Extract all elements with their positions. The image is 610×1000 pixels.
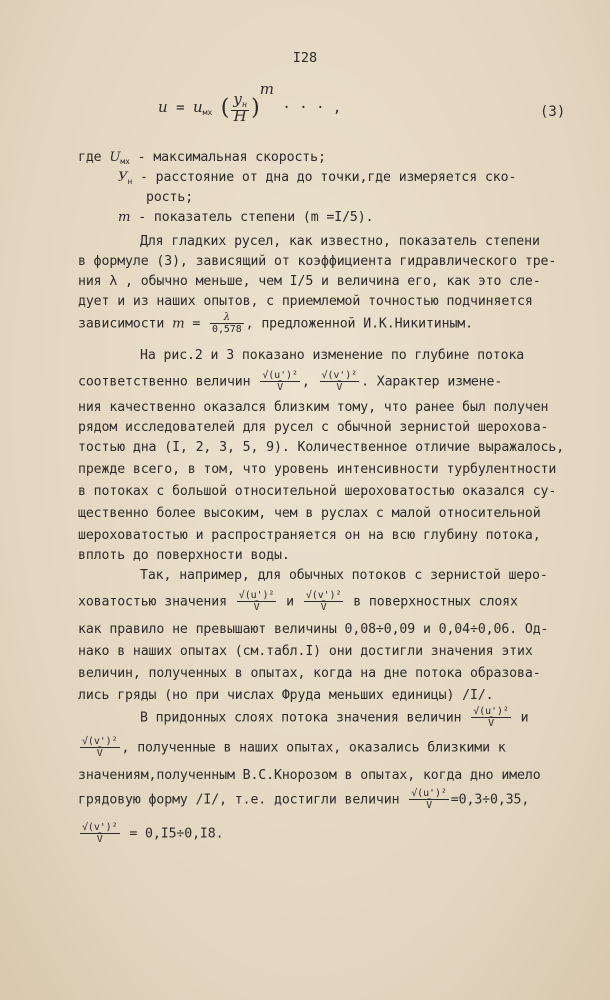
text-line: ховатостью значения $\frac{\text{√(u')²}}{V̄}$ и $\frac{\text{√(v')²}}{V̄}$ в поверхностных слоях [78,590,518,613]
fraction-u: $\frac{\text{√(u')²}}{V̄}$ [411,788,447,811]
formula-fraction [231,90,249,125]
text-line: Для гладких русел, как известно, показатель степени [140,234,540,249]
lambda-fraction: $\frac{\lambda}{0,578}$ [212,312,242,335]
text-line: грядовую форму /I/, т.е. достигли величин $\frac{\text{√(u')²}}{V̄}$ =0,3÷0,35, [78,788,530,811]
text-line: лись гряды (но при числах Фруда меньших единицы) /I/. [78,688,494,703]
text-line: $\frac{\text{√(v')²}}{V̄}$ , полученные в наших опытах, оказались близкими к [82,736,506,759]
formula-tail: · · · , [282,100,342,116]
equation-number: (3) [540,104,566,120]
formula-frac-num-sub: н [241,100,248,109]
text-line: значениям,полученным В.С.Кнорозом в опытах, когда дно имело [78,768,541,783]
formula-paren-open: ( [220,95,230,121]
formula-lhs: u [158,98,168,116]
text-line: тостью дна (I, 2, 3, 5, 9). Количественное отличие выражалось, [78,440,565,455]
text-line: ния λ , обычно меньше, чем I/5 и величина его, как это сле- [78,274,541,289]
definition-line: $У_н$ - расстояние от дна до точки,где измеряется ско- [118,170,517,186]
definition-line: где $U_{мх}$ - максимальная скорость; [78,150,326,166]
fraction-v: $\frac{\text{√(v')²}}{V̄}$ [82,822,118,845]
fraction-u: $\frac{\text{√(u')²}}{V̄}$ [262,370,298,393]
text-line: в формуле (3), зависящий от коэффициента гидравлического тре- [78,254,557,269]
fraction-u: $\frac{\text{√(u')²}}{V̄}$ [473,706,509,729]
text-line: вплоть до поверхности воды. [78,548,290,563]
formula-frac-num: y [233,90,242,108]
fraction-v: $\frac{\text{√(v')²}}{V̄}$ [321,370,358,393]
text-line: как правило не превышают величины 0,08÷0,09 и 0,04÷0,06. Од- [78,622,549,637]
text-line: $\frac{\text{√(v')²}}{V̄}$ = 0,I5÷0,I8. [82,822,224,845]
text-line: В придонных слоях потока значения величин $\frac{\text{√(u')²}}{V̄}$ и [140,706,529,729]
formula-umax: u [192,98,203,116]
text-line: ния качественно оказался близким тому, что ранее был получен [78,400,549,415]
fraction-v: $\frac{\text{√(v')²}}{V̄}$ [305,590,342,613]
formula-paren-close: ) [251,95,260,121]
text-line: в потоках с большой относительной шероховатостью оказался су- [78,484,557,499]
formula-umax-sub: мх [202,108,213,117]
velocity-profile-formula [158,80,342,125]
formula-frac-den: H [233,107,247,125]
text-line: зависимости m = $\frac{\lambda}{0,578}$ , предложенной И.К.Никитиным. [78,312,473,335]
text-line: шероховатостью и распространяется он на всю глубину потока, [78,528,541,543]
text-line: дует и из наших опытов, с приемлемой точностью подчиняется [78,294,533,309]
page-number: I28 [292,50,318,66]
text-line: щественно более высоким, чем в руслах с малой относительной [78,506,541,521]
text-line: На рис.2 и 3 показано изменение по глубине потока [140,348,525,363]
text-line: прежде всего, в том, что уровень интенсивности турбулентности [78,462,557,477]
text-line: нако в наших опытах (см.табл.I) они достигли значения этих [78,644,533,659]
text-line: Так, например, для обычных потоков с зернистой шеро- [140,568,548,583]
definition-line: m - показатель степени (m =I/5). [118,210,374,225]
definition-line: рость; [146,190,194,205]
text-line: рядом исследователей для русел с обычной зернистой шерохова- [78,420,549,435]
text-line: величин, полученных в опытах, когда на дне потока образова- [78,666,541,681]
text-line: соответственно величин $\frac{\text{√(u')²}}{V̄}$ , $\frac{\text{√(v')²}}{V̄}$ . Характер измене- [78,370,503,393]
fraction-u: $\frac{\text{√(u')²}}{V̄}$ [238,590,275,613]
fraction-v: $\frac{\text{√(v')²}}{V̄}$ [82,736,118,759]
formula-equals: = [176,100,185,116]
formula-exponent: m [259,80,274,98]
